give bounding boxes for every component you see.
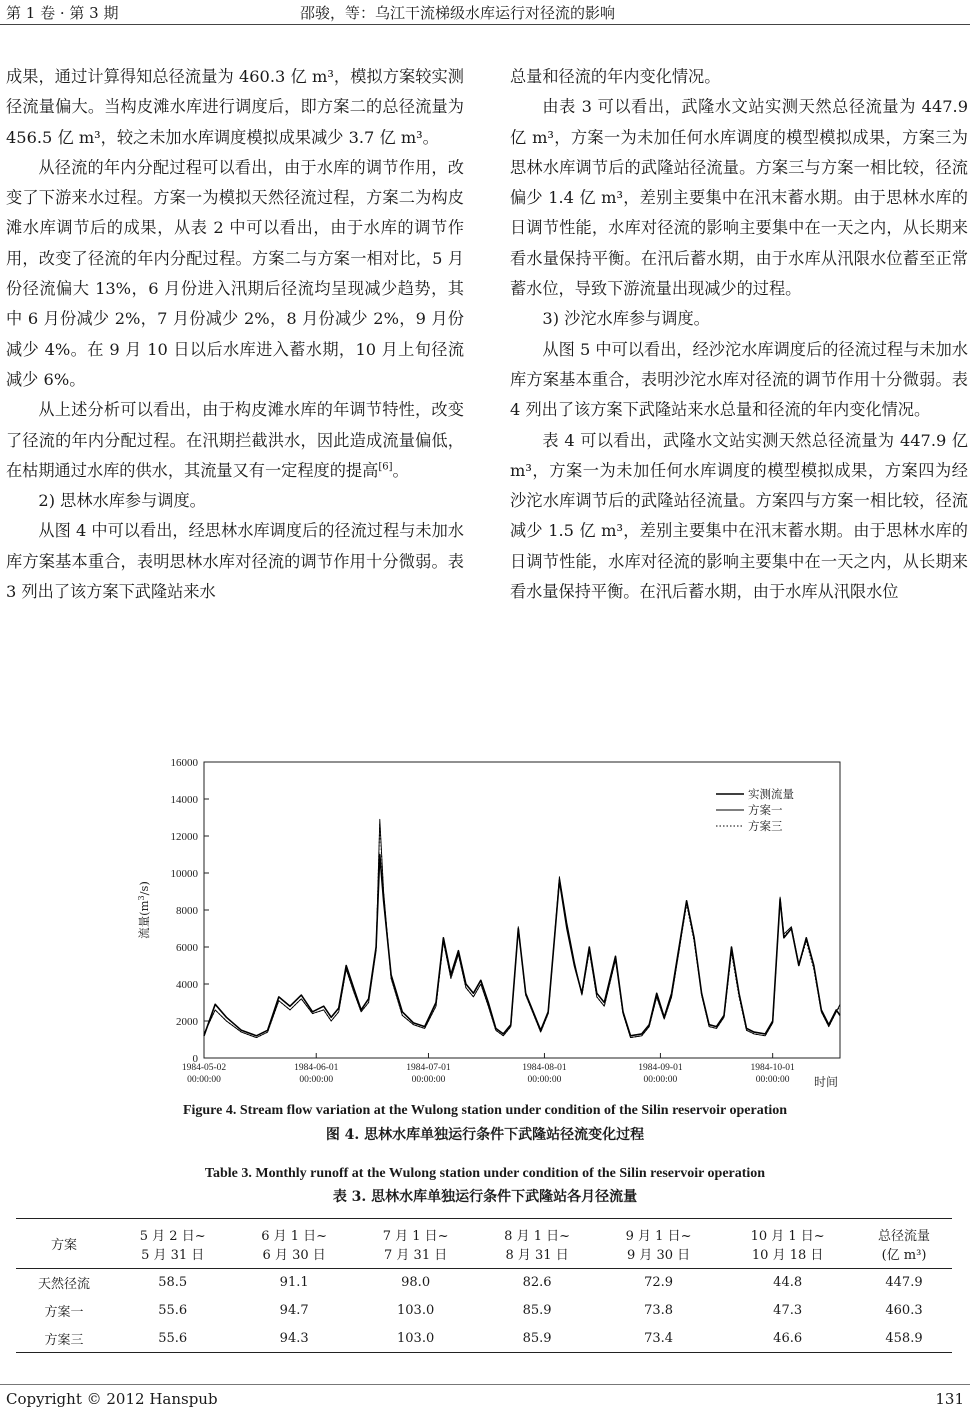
table-cell: 85.9 [522, 1330, 552, 1346]
running-title: 邵骏，等：乌江干流梯级水库运行对径流的影响 [300, 4, 616, 22]
table-cell: 447.9 [885, 1275, 923, 1291]
paragraph: 从图 4 中可以看出，经思林水库调度后的径流过程与未加水库方案基本重合，表明思林水库对径流的调节作用十分微弱。表 3 列出了该方案下武隆站来水 [6, 521, 464, 602]
figure-caption-zh: 图 4. 思林水库单独运行条件下武隆站径流变化过程 [325, 1127, 645, 1143]
table-header-cell: 6 月 1 日~ 6 月 30 日 [261, 1228, 328, 1263]
y-tick-label: 6000 [176, 942, 198, 954]
x-tick-time: 00:00:00 [643, 1075, 678, 1085]
paragraph: 成果，通过计算得知总径流量为 460.3 亿 m³，模拟方案较实测径流量偏大。当构皮滩水库进行调度后，即方案二的总径流量为 456.5 亿 m³，较之未加水库调度模拟成果减少 3.7 亿 m³。 [6, 67, 464, 147]
paragraph: 2) 思林水库参与调度。 [38, 491, 206, 511]
paragraph: 总量和径流的年内变化情况。 [510, 67, 721, 86]
table-body [16, 1269, 952, 1353]
table-header-cell: 7 月 1 日~ 7 月 31 日 [382, 1228, 449, 1263]
page-number: 131 [935, 1390, 964, 1408]
y-axis-label [137, 881, 151, 939]
table-cell: 44.8 [773, 1275, 803, 1291]
table-cell: 82.6 [522, 1275, 552, 1291]
right-text-column [510, 62, 968, 607]
y-axis-label-part: 流量(m [137, 900, 151, 939]
table-cell: 85.9 [522, 1303, 552, 1318]
table-header-cell: 总径流量 (亿 m³) [878, 1228, 931, 1263]
x-tick-time: 00:00:00 [187, 1075, 221, 1085]
x-tick-time: 00:00:00 [755, 1075, 790, 1085]
table-cell: 94.7 [279, 1303, 309, 1318]
x-tick-time: 00:00:00 [527, 1075, 562, 1085]
figure-caption-en: Figure 4. Stream flow variation at the Wulong station under condition of the Silin reservoir operation [182, 1103, 788, 1118]
table-cell: 55.6 [158, 1303, 188, 1318]
table-header-cell: 5 月 2 日~ 5 月 31 日 [139, 1228, 206, 1263]
x-tick-date: 1984-09-01 [638, 1063, 683, 1073]
paragraph: 从上述分析可以看出，由于构皮滩水库的年调节特性，改变了径流的年内分配过程。在汛期拦截洪水，因此造成流量偏低，在枯期通过水库的供水，其流量又有一定程度的提高[6]。 [6, 400, 464, 480]
y-tick-label: 4000 [176, 979, 198, 991]
table-cell: 98.0 [401, 1275, 431, 1291]
table-cell: 46.6 [773, 1330, 803, 1346]
x-tick-time: 00:00:00 [411, 1075, 446, 1085]
x-tick-date: 1984-10-01 [750, 1063, 795, 1073]
flow-line-chart [128, 756, 848, 1094]
legend-label-3: 方案三 [748, 819, 783, 833]
paragraph: 3) 沙沱水库参与调度。 [542, 309, 710, 329]
paragraph: 从图 5 中可以看出，经沙沱水库调度后的径流过程与未加水库方案基本重合，表明沙沱水库对径流的调节作用十分微弱。表 4 列出了该方案下武隆站来水总量和径流的年内变化情况。 [510, 339, 968, 420]
table-caption-zh: 表 3. 思林水库单独运行条件下武隆站各月径流量 [332, 1189, 638, 1205]
plot-frame [204, 762, 840, 1058]
citation-ref[interactable]: [6] [378, 461, 393, 473]
table-cell: 94.3 [279, 1330, 309, 1346]
x-tick-time: 00:00:00 [299, 1075, 334, 1085]
legend-label-1: 实测流量 [748, 787, 794, 801]
table-caption-en: Table 3. Monthly runoff at the Wulong station under condition of the Silin reservoir operation [204, 1166, 766, 1181]
y-axis-label-part: /s) [137, 881, 151, 896]
table-cell: 55.6 [158, 1330, 188, 1346]
y-tick-label: 12000 [170, 831, 198, 843]
table-cell: 天然径流 [37, 1277, 90, 1293]
table-row [16, 1297, 952, 1325]
table-cell: 460.3 [885, 1303, 923, 1318]
y-tick-label: 16000 [170, 757, 198, 769]
y-tick-label: 0 [192, 1053, 198, 1065]
table-header-row [16, 1219, 952, 1269]
table-cell: 方案三 [44, 1332, 84, 1348]
table-cell: 73.4 [644, 1330, 674, 1346]
journal-issue: 第 1 卷 · 第 3 期 [6, 4, 119, 22]
series-line-3 [204, 823, 840, 1038]
x-tick-date: 1984-05-02 [181, 1063, 227, 1073]
series-line-2 [204, 819, 840, 1037]
x-axis-label: 时间 [814, 1075, 839, 1089]
page-header [0, 0, 970, 25]
table-cell: 458.9 [885, 1330, 923, 1346]
table-cell: 91.1 [279, 1275, 309, 1291]
paragraph: 由表 3 可以看出，武隆水文站实测天然总径流量为 447.9 亿 m³，方案一为未加任何水库调度的模型模拟成果，方案三为思林水库调节后的武隆站径流量。方案三与方案一相比较，径流偏少 1.4 亿 m³，差别主要集中在汛末蓄水期。由于思林水库的日调节性能，水库对径流的影响主要集中在一天之内，从长期来看水量保持平衡。在汛后蓄水期，由于水库从汛限水位蓄至正常蓄水位，导致下游流量出现减少的过程。 [510, 97, 968, 299]
series-line-1 [204, 855, 840, 1036]
figure-4-chart [128, 756, 848, 1094]
left-text-column [6, 62, 464, 607]
table-cell: 方案一 [44, 1305, 84, 1320]
table-row [16, 1269, 952, 1297]
footer-divider [0, 1384, 970, 1385]
runoff-table [16, 1218, 952, 1353]
y-tick-label: 8000 [176, 905, 198, 917]
x-tick-date: 1984-06-01 [294, 1063, 339, 1073]
table-cell: 73.8 [644, 1303, 674, 1318]
legend-label-2: 方案一 [748, 803, 783, 817]
y-tick-label: 2000 [176, 1016, 198, 1028]
table-cell: 103.0 [397, 1330, 435, 1346]
table-row [16, 1325, 952, 1353]
paragraph: 从径流的年内分配过程可以看出，由于水库的调节作用，改变了下游来水过程。方案一为模拟天然径流过程，方案二为构皮滩水库调节后的成果，从表 2 中可以看出，由于水库的调节作用，改变了径流的年内分配过程。方案二与方案一相对比，5 月份径流偏大 13%，6 月份进入汛期后径流均呈现减少趋势，其中 6 月份减少 2%，7 月份减少 2%，8 月份减少 2%，9 月份减少 4%。在 9 月 10 日以后水库进入蓄水期，10 月上旬径流减少 6%。 [6, 157, 464, 389]
table-header-cell: 方案 [50, 1238, 77, 1253]
table-cell: 58.5 [158, 1275, 188, 1291]
table-cell: 47.3 [773, 1303, 803, 1318]
table-cell: 72.9 [644, 1275, 674, 1291]
x-tick-date: 1984-08-01 [522, 1063, 567, 1073]
y-tick-label: 14000 [170, 794, 198, 806]
table-header-cell: 10 月 1 日~ 10 月 18 日 [750, 1228, 825, 1263]
paragraph: 表 4 可以看出，武隆水文站实测天然总径流量为 447.9 亿 m³，方案一为未加任何水库调度的模型模拟成果，方案四为经沙沱水库调节后的武隆站径流量。方案四与方案一相比较，径流减少 1.5 亿 m³，差别主要集中在汛末蓄水期。由于思林水库的日调节性能，水库对径流的影响主要集中在一天之内，从长期来看水量保持平衡。在汛后蓄水期，由于水库从汛限水位 [510, 430, 968, 602]
table-header-cell: 9 月 1 日~ 9 月 30 日 [625, 1228, 692, 1263]
y-tick-label: 10000 [170, 868, 198, 880]
y-axis-label-part: 3 [137, 895, 146, 901]
x-tick-date: 1984-07-01 [406, 1063, 451, 1073]
copyright: Copyright © 2012 Hanspub [6, 1390, 218, 1408]
table-cell: 103.0 [397, 1303, 435, 1318]
table-header-cell: 8 月 1 日~ 8 月 31 日 [504, 1228, 571, 1263]
